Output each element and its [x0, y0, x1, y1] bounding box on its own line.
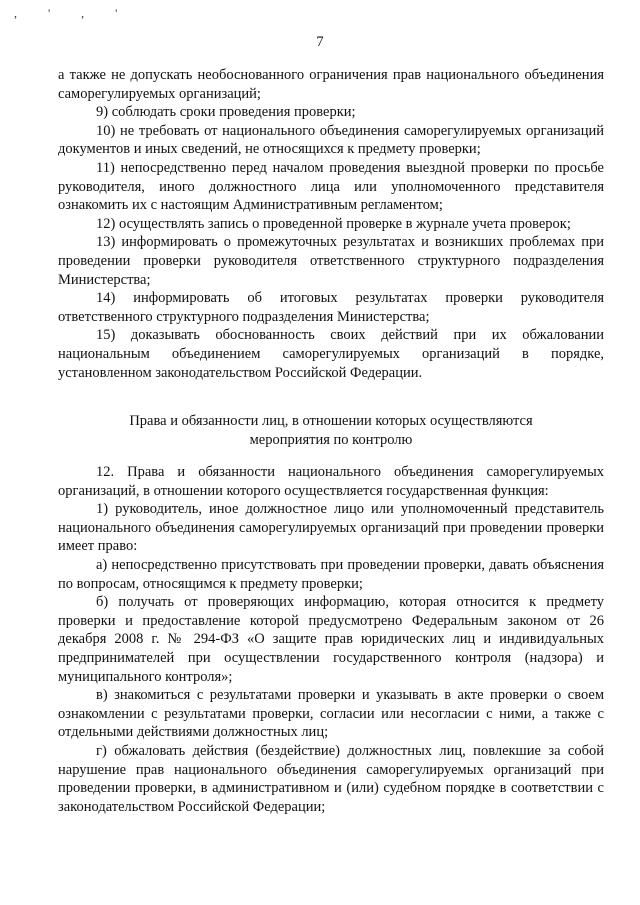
paragraph: 12. Права и обязанности национального объединения саморегулируемых организаций, в отношении которого осуществляется государственная функция:	[58, 464, 604, 499]
section-heading	[58, 412, 604, 449]
list-item: 1) руководитель, иное должностное лицо или уполномоченный представитель национального объединения саморегулируемых организаций при проведении проверки имеет право:	[58, 501, 604, 555]
page-number: 7	[316, 34, 324, 50]
list-item: 15) доказывать обоснованность своих действий при их обжаловании национальным объединением саморегулируемых организаций в порядке, установленном законодательством Российской Федерации.	[58, 327, 604, 381]
list-item: 10) не требовать от национального объединения саморегулируемых организаций документов и иных сведений, не относящихся к предмету проверки;	[58, 122, 604, 158]
obligations-list	[58, 66, 604, 382]
list-item: 12) осуществлять запись о проведенной проверке в журнале учета проверок;	[96, 215, 571, 232]
list-item: в) знакомиться с результатами проверки и указывать в акте проверки о своем ознакомлении с результатами проверки, согласии или несогласии с ними, а также с отдельными действиями должностных лиц;	[58, 687, 604, 741]
list-item: б) получать от проверяющих информацию, которая относится к предмету проверки и предоставление которой предусмотрено Федеральным законом от 26 декабря 2008 г. № 294-ФЗ «О защите прав юридических лиц и индивидуальных предпринимателей при осуществлении государственного контроля (надзора) и муниципального контроля»;	[58, 594, 604, 685]
scan-specks: , ' , '	[14, 6, 132, 20]
heading-line: Права и обязанности лиц, в отношении которых осуществляются	[129, 413, 533, 429]
list-item: г) обжаловать действия (бездействие) должностных лиц, повлекшие за собой нарушение прав национального объединения саморегулируемых организаций при проведении проверки, в административном и (или) судебном порядке в соответствии с законодательством Российской Федерации;	[58, 742, 604, 815]
list-item: 14) информировать об итоговых результатах проверки руководителя ответственного структурного подразделения Министерства;	[58, 290, 604, 325]
list-item: 11) непосредственно перед началом проведения выездной проверки по просьбе руководителя, иного должностного лица или уполномоченного представителя ознакомить их с настоящим Административным регламентом;	[58, 159, 604, 214]
list-item: 13) информировать о промежуточных результатах и возникших проблемах при проведении проверки руководителя ответственного структурного подразделения Министерства;	[58, 234, 604, 288]
rights-list	[58, 463, 604, 816]
list-item: 9) соблюдать сроки проведения проверки;	[96, 104, 356, 121]
heading-line: мероприятия по контролю	[249, 431, 413, 448]
list-item: а) непосредственно присутствовать при проведении проверки, давать объяснения по вопросам, относящимся к предмету проверки;	[58, 556, 604, 592]
paragraph: а также не допускать необоснованного ограничения прав национального объединения саморегулируемых организаций;	[58, 67, 604, 102]
